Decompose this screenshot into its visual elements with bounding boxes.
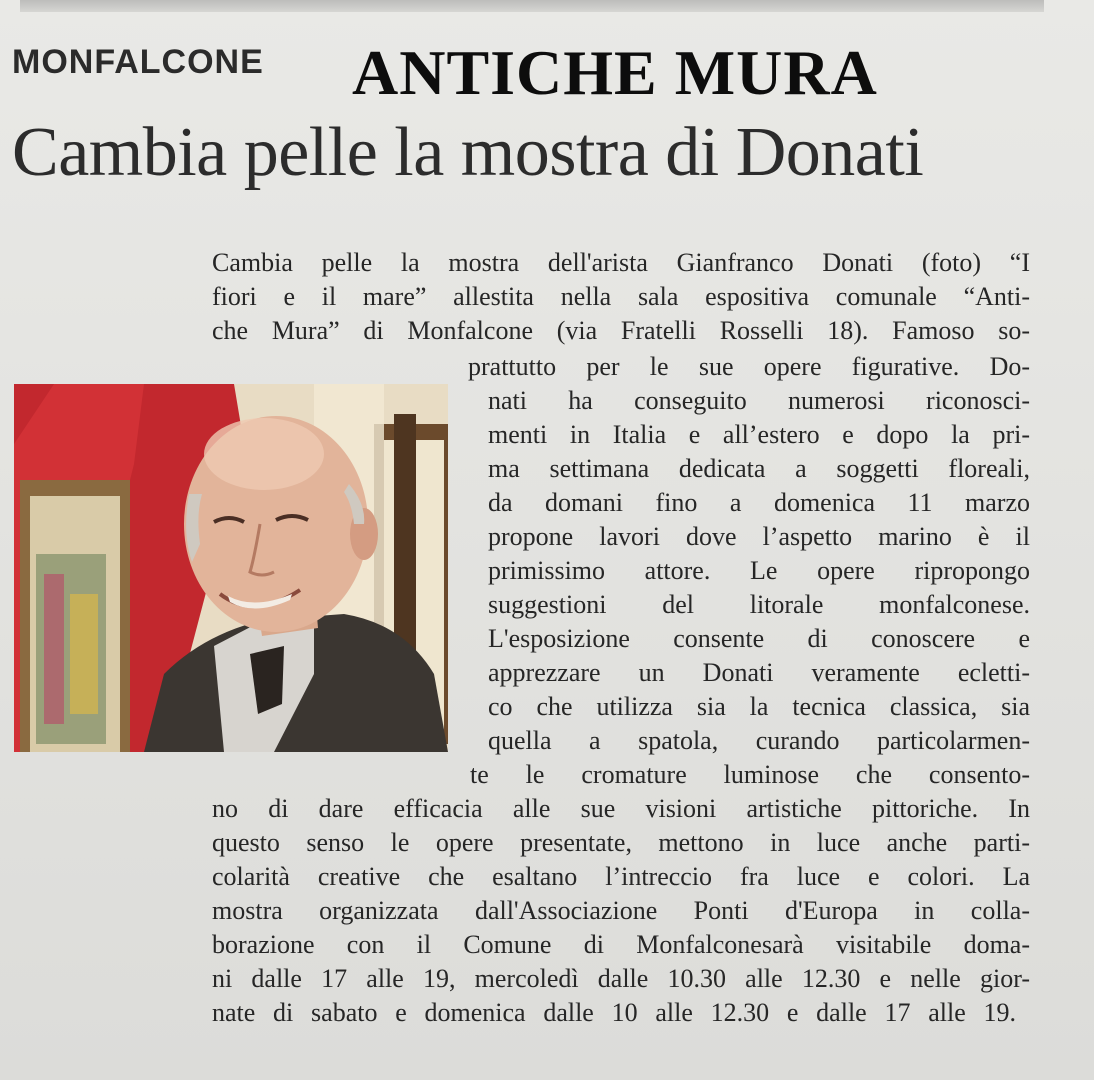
article-line: Cambia pelle la mostra dell'arista Gianfranco Donati (foto) “I [212,248,1030,277]
section-kicker: MONFALCONE [12,43,264,81]
article-line: questo senso le opere presentate, mettono in luce anche parti- [212,828,1030,857]
article-line: menti in Italia e all’estero e dopo la pri- [488,420,1030,449]
article-line: apprezzare un Donati veramente ecletti- [488,658,1030,687]
article-line: co che utilizza sia la tecnica classica, sia [488,692,1030,721]
overlay-title: ANTICHE MURA [352,37,878,108]
article-line: colarità creative che esaltano l’intreccio fra luce e colori. La [212,862,1030,891]
article-line: mostra organizzata dall'Associazione Ponti d'Europa in colla- [212,896,1030,925]
portrait-illustration [14,384,448,752]
article-line: no di dare efficacia alle sue visioni artistiche pittoriche. In [212,794,1030,823]
portrait-photo [14,384,448,752]
article-line: borazione con il Comune di Monfalconesarà visitabile doma- [212,930,1030,959]
article-line: nati ha conseguito numerosi riconosci- [488,386,1030,415]
article-line: quella a spatola, curando particolarmen- [488,726,1030,755]
article-line: da domani fino a domenica 11 marzo [488,488,1030,517]
article-line: te le cromature luminose che consento- [470,760,1030,789]
article-line: suggestioni del litorale monfalconese. [488,590,1030,619]
article-line: fiori e il mare” allestita nella sala espositiva comunale “Anti- [212,282,1030,311]
article-line: L'esposizione consente di conoscere e [488,624,1030,653]
page-top-edge [20,0,1044,12]
article-line: ni dalle 17 alle 19, mercoledì dalle 10.30 alle 12.30 e nelle gior- [212,964,1030,993]
article-line: propone lavori dove l’aspetto marino è il [488,522,1030,551]
headline: Cambia pelle la mostra di Donati [12,114,924,191]
article-line: che Mura” di Monfalcone (via Fratelli Rosselli 18). Famoso so- [212,316,1030,345]
article-line: nate di sabato e domenica dalle 10 alle 12.30 e dalle 17 alle 19. [212,998,1016,1027]
article-line: ma settimana dedicata a soggetti floreali, [488,454,1030,483]
article-line: prattutto per le sue opere figurative. Do- [468,352,1030,381]
article-line: primissimo attore. Le opere ripropongo [488,556,1030,585]
